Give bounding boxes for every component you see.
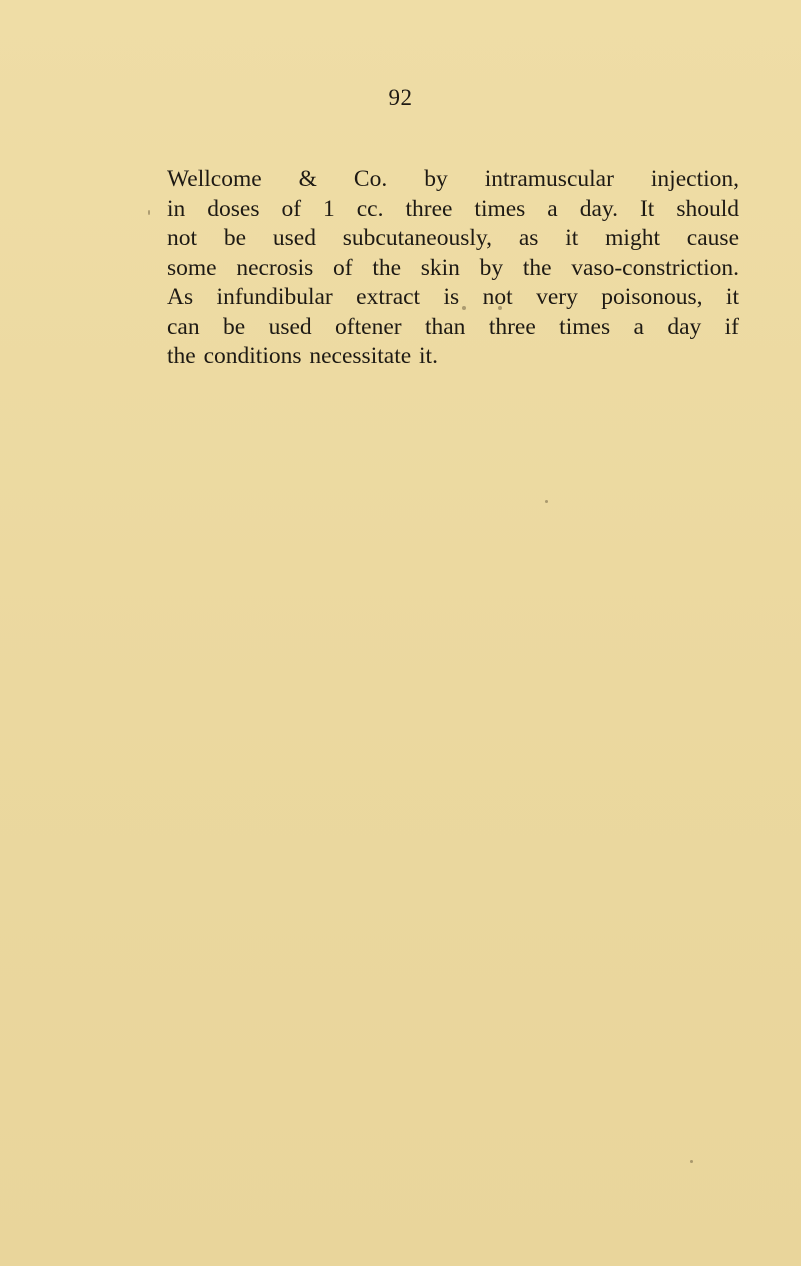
text-line: can be used oftener than three times a day if (167, 313, 739, 340)
paper-speck (148, 210, 150, 215)
text-line: Wellcome & Co. by intramuscular injection, (167, 166, 739, 192)
text-line: As infundibular extract is not very poisonous, it (167, 284, 739, 310)
text-line: in doses of 1 cc. three times a day. It should (167, 195, 739, 222)
paper-speck (690, 1160, 693, 1163)
paper-speck (462, 306, 466, 310)
body-paragraph (167, 165, 739, 372)
paper-speck (498, 306, 502, 310)
paper-speck (545, 500, 548, 503)
text-line: some necrosis of the skin by the vaso-constriction. (167, 254, 739, 281)
page-number: 92 (388, 85, 413, 110)
text-line: the conditions necessitate it. (167, 343, 438, 369)
text-line: not be used subcutaneously, as it might cause (167, 225, 739, 251)
